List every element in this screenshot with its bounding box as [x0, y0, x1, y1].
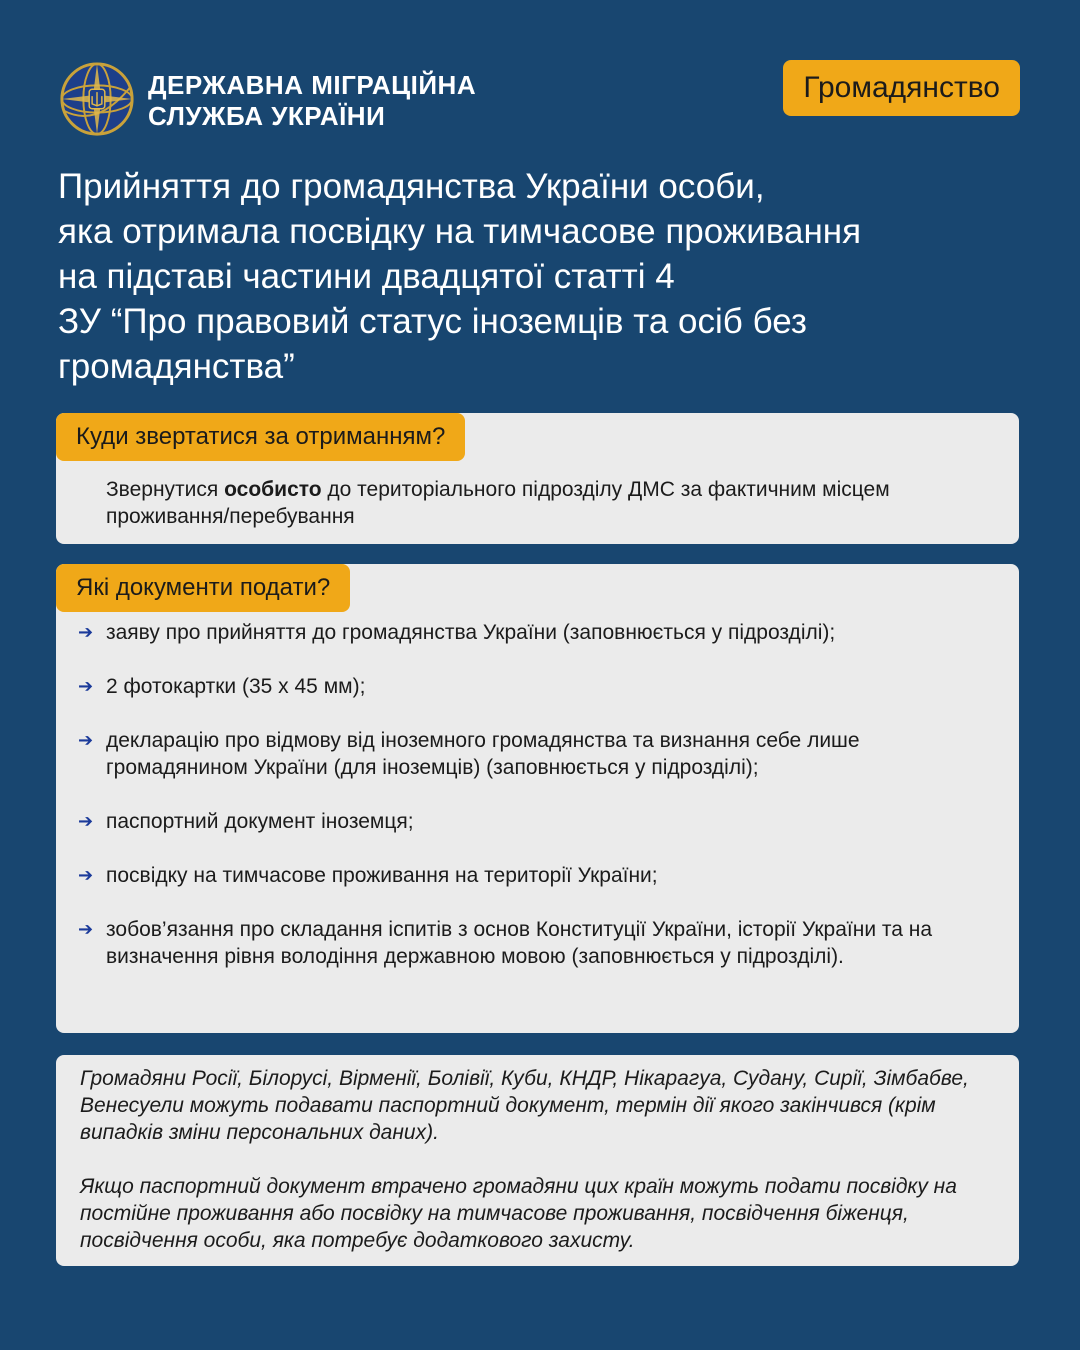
list-item [78, 916, 998, 970]
arrow-right-icon: ➔ [78, 811, 94, 831]
list-item-text: 2 фотокартки (35 х 45 мм); [106, 675, 366, 698]
list-item [78, 862, 998, 889]
title-line-4: ЗУ “Про правовий статус іноземців та осіб без [58, 302, 807, 341]
list-item-text: паспортний документ іноземця; [106, 810, 414, 833]
documents-label: Які документи подати? [56, 564, 350, 612]
list-item-text: заяву про прийняття до громадянства України (заповнюється у підрозділі); [106, 621, 836, 644]
org-name-line-1: ДЕРЖАВНА МІГРАЦІЙНА [148, 70, 477, 100]
arrow-right-icon: ➔ [78, 919, 94, 939]
where-text-after: до територіального підрозділу ДМС за фактичним місцем проживання/перебування [106, 478, 890, 528]
title-line-5: громадянства” [58, 347, 295, 386]
list-item-text: посвідку на тимчасове проживання на території України; [106, 864, 658, 887]
where-card [56, 413, 1019, 544]
list-item [78, 808, 998, 835]
note-card [56, 1055, 1019, 1266]
header [58, 60, 1020, 140]
note-paragraph-1: Громадяни Росії, Білорусі, Вірменії, Болівії, Куби, КНДР, Нікарагуа, Судану, Сирії, Зімбабве, Венесуели можуть подавати паспортний документ, термін дії якого закінчився (крім випадків зміни персональних даних). [80, 1067, 969, 1144]
list-item [78, 673, 998, 700]
arrow-right-icon: ➔ [78, 676, 94, 696]
list-item [78, 619, 998, 646]
title-line-3: на підставі частини двадцятої статті 4 [58, 257, 675, 296]
where-text [106, 476, 986, 530]
list-item-text: декларацію про відмову від іноземного громадянства та визнання себе лише громадянином України (для іноземців) (заповнюється у підрозділі); [106, 729, 860, 779]
arrow-right-icon: ➔ [78, 865, 94, 885]
list-item [78, 727, 998, 781]
dmsu-emblem-icon [58, 60, 136, 138]
list-item-text: зобов’язання про складання іспитів з основ Конституції України, історії України та на визначення рівня володіння державною мовою (заповнюється у підрозділі). [106, 918, 933, 968]
org-name-line-2: СЛУЖБА УКРАЇНИ [148, 101, 386, 131]
title-line-2: яка отримала посвідку на тимчасове проживання [58, 212, 862, 251]
organization-name [148, 70, 476, 132]
where-label: Куди звертатися за отриманням? [56, 413, 465, 461]
where-text-before: Звернутися [106, 478, 225, 501]
page-title [58, 164, 1018, 389]
category-badge: Громадянство [783, 60, 1020, 116]
arrow-right-icon: ➔ [78, 622, 94, 642]
documents-card [56, 564, 1019, 1033]
where-text-bold: особисто [224, 478, 322, 501]
title-line-1: Прийняття до громадянства України особи, [58, 167, 765, 206]
documents-list [78, 619, 998, 997]
arrow-right-icon: ➔ [78, 730, 94, 750]
note-paragraph-2: Якщо паспортний документ втрачено громадяни цих країн можуть подати посвідку на постійне проживання або посвідку на тимчасове проживання, посвідчення біженця, посвідчення особи, яка потребує додаткового захисту. [80, 1175, 957, 1252]
